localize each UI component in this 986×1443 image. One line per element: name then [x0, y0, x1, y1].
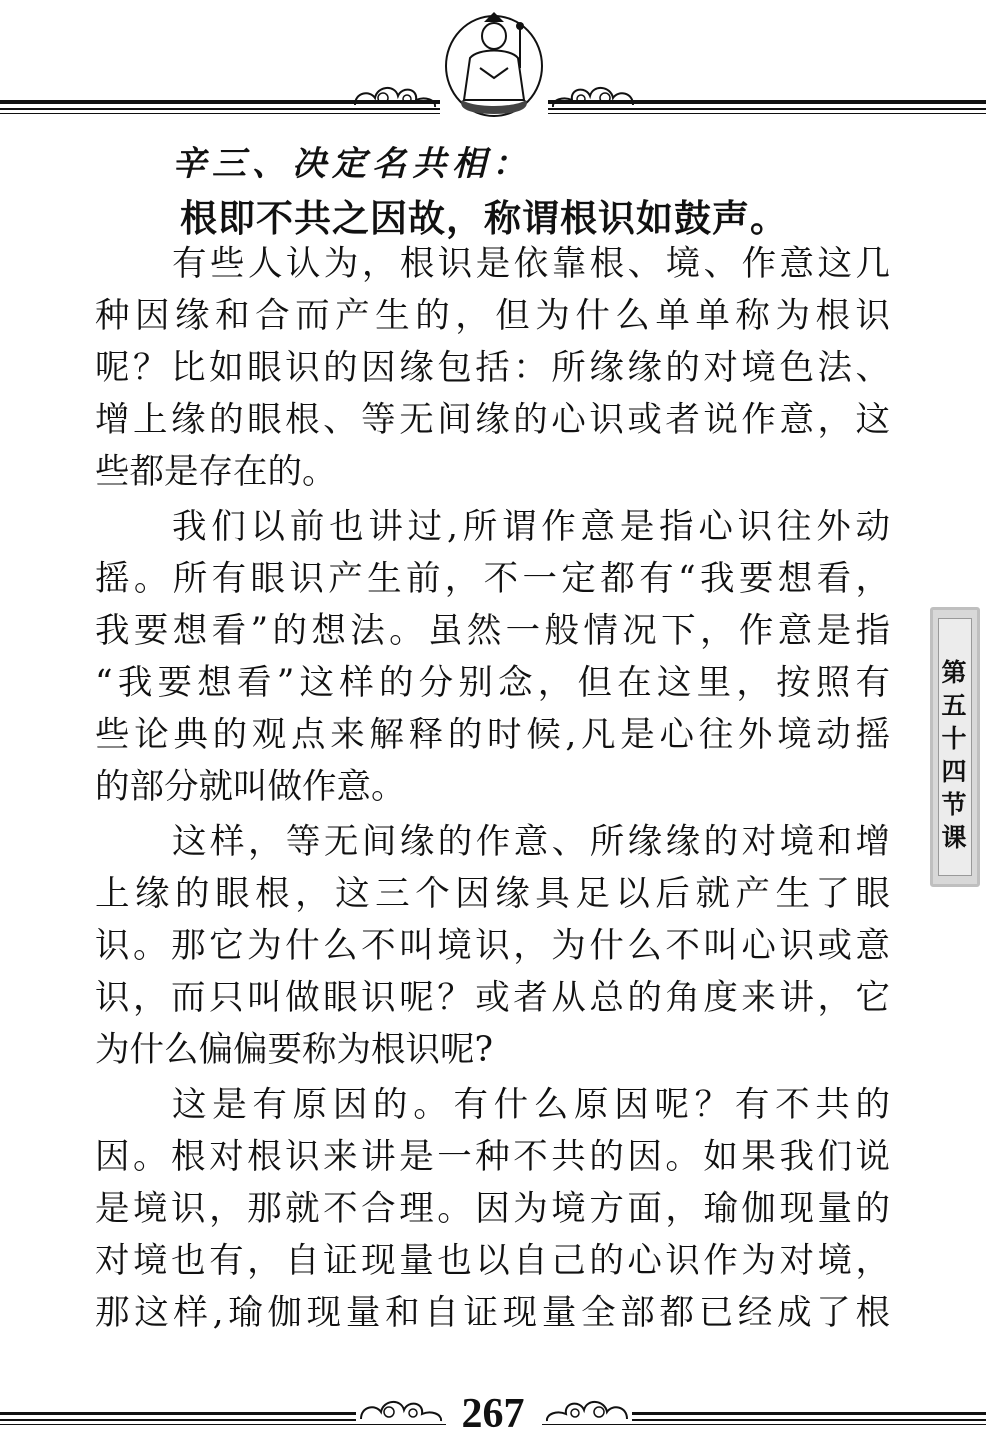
- body-line: 呢？比如眼识的因缘包括：所缘缘的对境色法、: [95, 348, 890, 388]
- cloud-icon: [548, 80, 638, 110]
- body-line: 那这样,瑜伽现量和自证现量全部都已经成了根: [95, 1293, 890, 1333]
- body-line: 是境识，那就不合理。因为境方面，瑜伽现量的: [95, 1189, 890, 1229]
- body-line: 识，而只叫做眼识呢？或者从总的角度来讲，它: [95, 978, 890, 1018]
- body-line: 识。那它为什么不叫境识，为什么不叫心识或意: [95, 926, 890, 966]
- body-line: 我们以前也讲过,所谓作意是指心识往外动: [172, 507, 890, 547]
- body-line: 为什么偏偏要称为根识呢?: [95, 1030, 493, 1070]
- body-line: 这是有原因的。有什么原因呢？有不共的: [172, 1085, 890, 1125]
- body-line: 些都是存在的。: [95, 452, 337, 492]
- body-line: 的部分就叫做作意。: [95, 767, 406, 807]
- body-line: 些论典的观点来解释的时候,凡是心往外境动摇: [95, 715, 890, 755]
- body-line: 对境也有，自证现量也以自己的心识作为对境，: [95, 1241, 890, 1281]
- page-number: 267: [461, 1391, 525, 1437]
- verse-text: 根即不共之因故，称谓根识如鼓声。: [180, 197, 788, 240]
- body-line: 因。根对根识来讲是一种不共的因。如果我们说: [95, 1137, 890, 1177]
- body-line: 有些人认为，根识是依靠根、境、作意这几: [172, 244, 890, 284]
- section-heading: 辛三、决定名共相：: [172, 144, 532, 184]
- body-line: 我要想看”的想法。虽然一般情况下，作意是指: [95, 611, 890, 651]
- chapter-tab-label: 第五十四节课: [938, 659, 967, 857]
- cloud-icon: [350, 80, 440, 110]
- body-line: 增上缘的眼根、等无间缘的心识或者说作意，这: [95, 400, 890, 440]
- body-line: 种因缘和合而产生的，但为什么单单称为根识: [95, 296, 890, 336]
- body-line: 这样，等无间缘的作意、所缘缘的对境和增: [172, 822, 890, 862]
- body-line: 摇。所有眼识产生前，不一定都有“我要想看，: [95, 559, 890, 599]
- chapter-tab: [930, 607, 980, 887]
- padmasambhava-icon: [440, 8, 548, 118]
- body-line: 上缘的眼根，这三个因缘具足以后就产生了眼: [95, 874, 890, 914]
- body-line: “我要想看”这样的分别念，但在这里，按照有: [95, 663, 890, 703]
